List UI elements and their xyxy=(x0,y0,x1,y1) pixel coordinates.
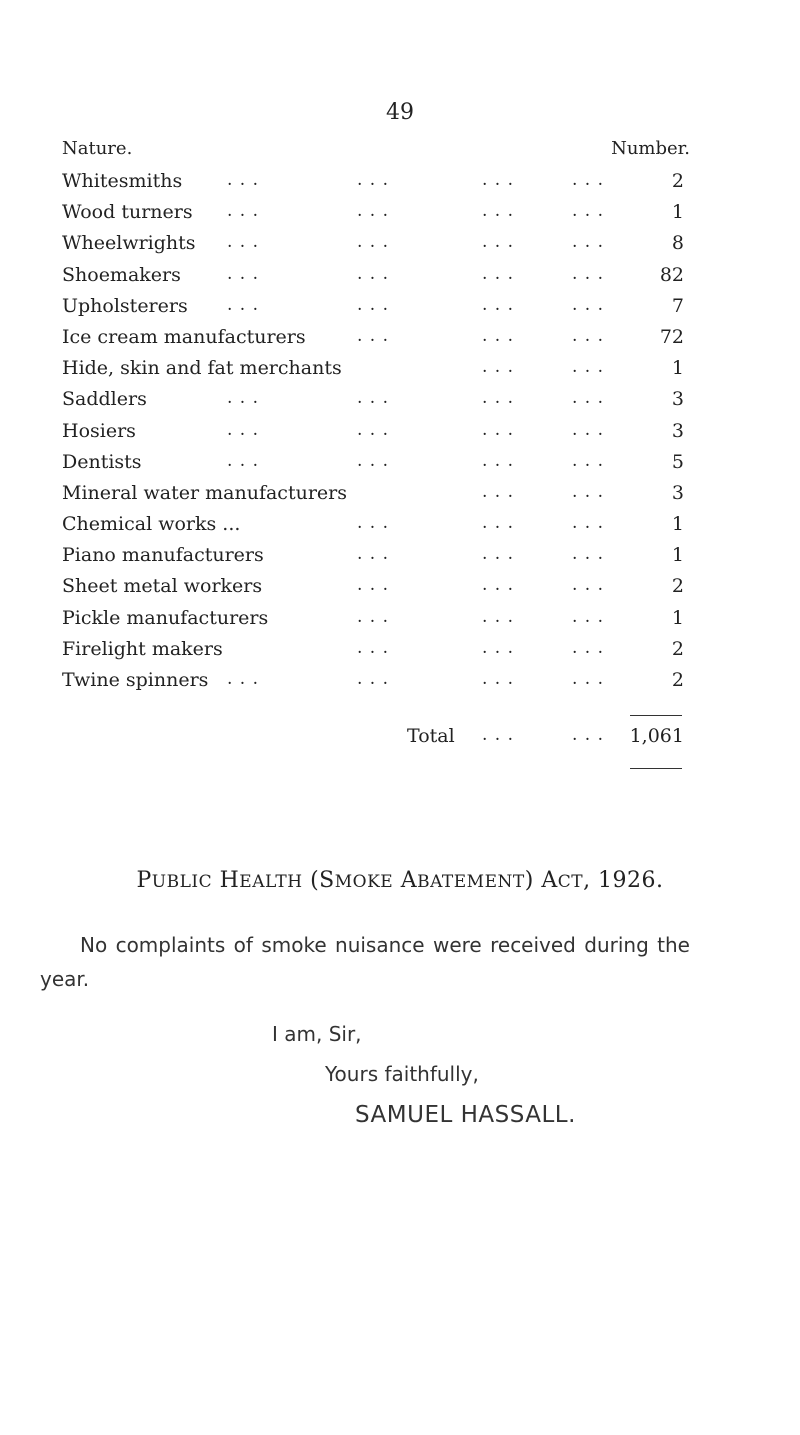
closing-line-2: Yours faithfully, xyxy=(325,1062,479,1086)
table-row xyxy=(62,295,684,326)
header-nature: Nature. xyxy=(62,138,133,159)
closing-line-1: I am, Sir, xyxy=(272,1022,362,1046)
table-header xyxy=(62,138,690,170)
leader-dots: . . . xyxy=(572,232,605,253)
leader-dots: . . . xyxy=(357,263,390,284)
row-label: Hide, skin and fat merchants xyxy=(62,357,342,380)
row-value: 2 xyxy=(671,575,684,598)
row-value: 1 xyxy=(671,357,684,380)
row-value: 3 xyxy=(671,388,684,411)
total-row xyxy=(62,725,684,755)
row-value: 1 xyxy=(671,544,684,567)
leader-dots: . . . xyxy=(482,637,515,658)
leader-dots: . . . xyxy=(572,669,605,689)
table-row xyxy=(62,669,684,700)
section-heading xyxy=(0,868,800,893)
heading-h: H xyxy=(219,868,240,893)
table-row xyxy=(62,482,684,513)
leader-dots: . . . xyxy=(482,263,515,284)
total-rule-top xyxy=(630,715,682,716)
row-label: Sheet metal workers xyxy=(62,575,263,598)
row-value: 2 xyxy=(671,170,684,192)
row-label: Upholsterers xyxy=(62,294,188,317)
page-number: 49 xyxy=(386,100,414,125)
heading-batement: BATEMENT xyxy=(417,872,525,892)
leader-dots: . . . xyxy=(357,513,390,534)
leader-dots: . . . xyxy=(572,170,605,190)
row-label: Mineral water manufacturers xyxy=(62,481,347,504)
leader-dots: . . . xyxy=(572,575,605,596)
leader-dots: . . . xyxy=(357,419,390,440)
table-body xyxy=(62,170,684,700)
leader-dots: . . . xyxy=(482,201,515,222)
row-label: Chemical works ... xyxy=(62,513,241,536)
leader-dots: . . . xyxy=(482,170,515,190)
row-label: Dentists xyxy=(62,450,142,473)
row-value: 2 xyxy=(671,637,684,660)
leader-dots: . . . xyxy=(482,575,515,596)
row-value: 3 xyxy=(671,419,684,442)
row-value: 82 xyxy=(659,263,684,286)
heading-a2: A xyxy=(541,868,558,893)
leader-dots: . . . xyxy=(482,325,515,346)
leader-dots: . . . xyxy=(572,606,605,627)
leader-dots: . . . xyxy=(357,544,390,565)
leader-dots: . . . xyxy=(572,481,605,502)
leader-dots: . . . xyxy=(357,450,390,471)
leader-dots: . . . xyxy=(482,450,515,471)
table-row xyxy=(62,575,684,606)
leader-dots: . . . xyxy=(482,513,515,534)
heading-s: S xyxy=(319,868,335,893)
total-dots: . . . xyxy=(482,725,515,745)
row-label: Ice cream manufacturers xyxy=(62,325,306,348)
leader-dots: . . . xyxy=(482,669,515,689)
leader-dots: . . . xyxy=(357,669,390,689)
leader-dots: . . . xyxy=(572,294,605,315)
table-row xyxy=(62,451,684,482)
row-label: Hosiers xyxy=(62,419,136,442)
row-value: 7 xyxy=(671,294,684,317)
row-label: Shoemakers xyxy=(62,263,181,286)
leader-dots: . . . xyxy=(572,388,605,409)
body-paragraph: No complaints of smoke nuisance were received during the year. xyxy=(40,933,690,991)
table-row xyxy=(62,201,684,232)
row-label: Wood turners xyxy=(62,201,193,224)
leader-dots: . . . xyxy=(227,669,260,689)
row-value: 3 xyxy=(671,481,684,504)
leader-dots: . . . xyxy=(572,419,605,440)
table-row xyxy=(62,513,684,544)
leader-dots: . . . xyxy=(572,263,605,284)
leader-dots: . . . xyxy=(357,201,390,222)
leader-dots: . . . xyxy=(227,388,260,409)
leader-dots: . . . xyxy=(357,388,390,409)
leader-dots: . . . xyxy=(482,544,515,565)
heading-open: ( xyxy=(310,868,320,893)
heading-a: A xyxy=(400,868,418,893)
table-row xyxy=(62,326,684,357)
leader-dots: . . . xyxy=(482,481,515,502)
row-label: Piano manufacturers xyxy=(62,544,264,567)
table-row xyxy=(62,544,684,575)
row-value: 2 xyxy=(671,669,684,691)
row-label: Whitesmiths xyxy=(62,170,183,192)
heading-ublic: UBLIC xyxy=(151,872,213,892)
heading-ct: CT xyxy=(557,872,584,892)
table-row xyxy=(62,638,684,669)
leader-dots: . . . xyxy=(227,263,260,284)
table-row xyxy=(62,357,684,388)
leader-dots: . . . xyxy=(482,357,515,378)
table-row xyxy=(62,264,684,295)
table-row xyxy=(62,170,684,201)
row-value: 1 xyxy=(671,606,684,629)
leader-dots: . . . xyxy=(227,419,260,440)
leader-dots: . . . xyxy=(227,170,260,190)
row-value: 8 xyxy=(671,232,684,255)
total-value: 1,061 xyxy=(629,725,684,747)
leader-dots: . . . xyxy=(482,294,515,315)
leader-dots: . . . xyxy=(572,450,605,471)
row-value: 5 xyxy=(671,450,684,473)
row-label: Twine spinners xyxy=(62,669,209,691)
leader-dots: . . . xyxy=(227,294,260,315)
row-label: Pickle manufacturers xyxy=(62,606,269,629)
total-label: Total xyxy=(407,725,455,747)
table-row xyxy=(62,232,684,263)
leader-dots: . . . xyxy=(482,232,515,253)
row-label: Firelight makers xyxy=(62,637,223,660)
heading-year: , 1926. xyxy=(583,868,664,893)
leader-dots: . . . xyxy=(227,450,260,471)
leader-dots: . . . xyxy=(357,637,390,658)
leader-dots: . . . xyxy=(227,232,260,253)
table-row xyxy=(62,607,684,638)
signature: SAMUEL HASSALL. xyxy=(355,1102,576,1128)
header-number: Number. xyxy=(611,138,690,159)
leader-dots: . . . xyxy=(572,201,605,222)
leader-dots: . . . xyxy=(572,544,605,565)
trades-table xyxy=(62,138,690,700)
leader-dots: . . . xyxy=(357,325,390,346)
row-value: 1 xyxy=(671,513,684,536)
leader-dots: . . . xyxy=(572,325,605,346)
row-label: Wheelwrights xyxy=(62,232,196,255)
leader-dots: . . . xyxy=(227,201,260,222)
total-dots-2: . . . xyxy=(572,725,605,745)
row-value: 1 xyxy=(671,201,684,224)
total-rule-bottom xyxy=(630,768,682,769)
leader-dots: . . . xyxy=(572,513,605,534)
leader-dots: . . . xyxy=(482,606,515,627)
table-row xyxy=(62,388,684,419)
heading-p: P xyxy=(136,868,152,893)
leader-dots: . . . xyxy=(572,357,605,378)
leader-dots: . . . xyxy=(482,388,515,409)
heading-moke: MOKE xyxy=(334,872,394,892)
row-label: Saddlers xyxy=(62,388,147,411)
leader-dots: . . . xyxy=(357,575,390,596)
leader-dots: . . . xyxy=(357,232,390,253)
leader-dots: . . . xyxy=(482,419,515,440)
heading-close: ) xyxy=(524,868,534,893)
table-row xyxy=(62,420,684,451)
heading-ealth: EALTH xyxy=(239,872,303,892)
leader-dots: . . . xyxy=(357,606,390,627)
row-value: 72 xyxy=(659,325,684,348)
leader-dots: . . . xyxy=(572,637,605,658)
leader-dots: . . . xyxy=(357,294,390,315)
leader-dots: . . . xyxy=(357,170,390,190)
